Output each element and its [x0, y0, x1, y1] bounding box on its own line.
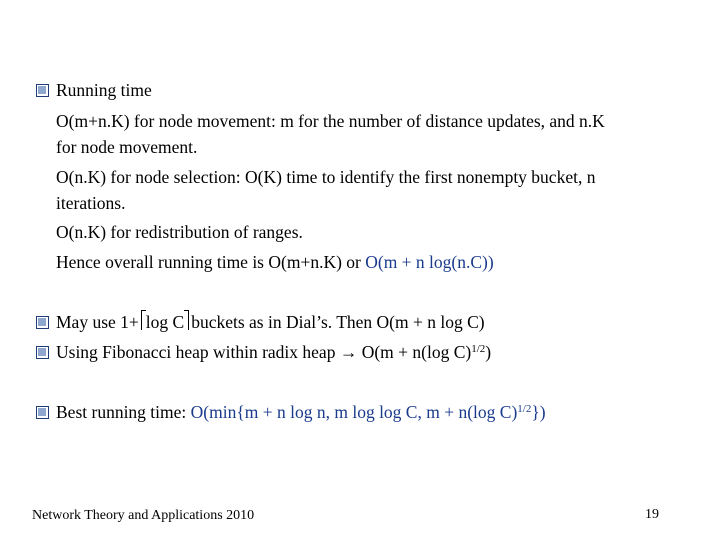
bullet-icon [36, 346, 49, 359]
best-formula-exponent: 1/2 [517, 403, 532, 415]
may-use-suffix: buckets as in Dial’s. Then O(m + n log C) [191, 312, 485, 332]
fibonacci-text: Using Fibonacci heap within radix heap → O(m + n(log C) [56, 342, 472, 362]
ceiling-content: log C [145, 312, 185, 332]
bullet-icon [36, 406, 49, 419]
fibonacci-line [56, 342, 491, 362]
running-time-heading: Running time [56, 80, 152, 100]
ceiling-bracket [141, 312, 189, 332]
running-time-line-5: O(n.K) for redistribution of ranges. [56, 222, 303, 242]
running-time-line-3: O(n.K) for node selection: O(K) time to identify the first nonempty bucket, n [56, 167, 596, 187]
best-formula-close: }) [531, 402, 546, 422]
best-formula-main: O(min{m + n log n, m log log C, m + n(log C) [190, 402, 518, 422]
best-running-time-label: Best running time: [56, 402, 191, 422]
running-time-line-4: iterations. [56, 193, 126, 213]
running-time-line-1: O(m+n.K) for node movement: m for the number of distance updates, and n.K [56, 111, 605, 131]
page-number: 19 [645, 507, 659, 522]
best-running-time-line [56, 402, 546, 422]
bullet-icon [36, 84, 49, 97]
footer-text: Network Theory and Applications 2010 [32, 508, 255, 523]
fibonacci-exponent: 1/2 [471, 343, 486, 355]
running-time-line-6-prefix: Hence overall running time is O(m+n.K) or [56, 252, 366, 272]
may-use-line [56, 312, 485, 332]
running-time-line-6 [56, 252, 494, 272]
fibonacci-close: ) [485, 342, 492, 362]
best-running-time-formula [191, 402, 546, 422]
running-time-line-2: for node movement. [56, 137, 198, 157]
running-time-highlight: O(m + n log(n.C)) [365, 252, 494, 272]
bullet-icon [36, 316, 49, 329]
may-use-prefix: May use 1+ [56, 312, 139, 332]
